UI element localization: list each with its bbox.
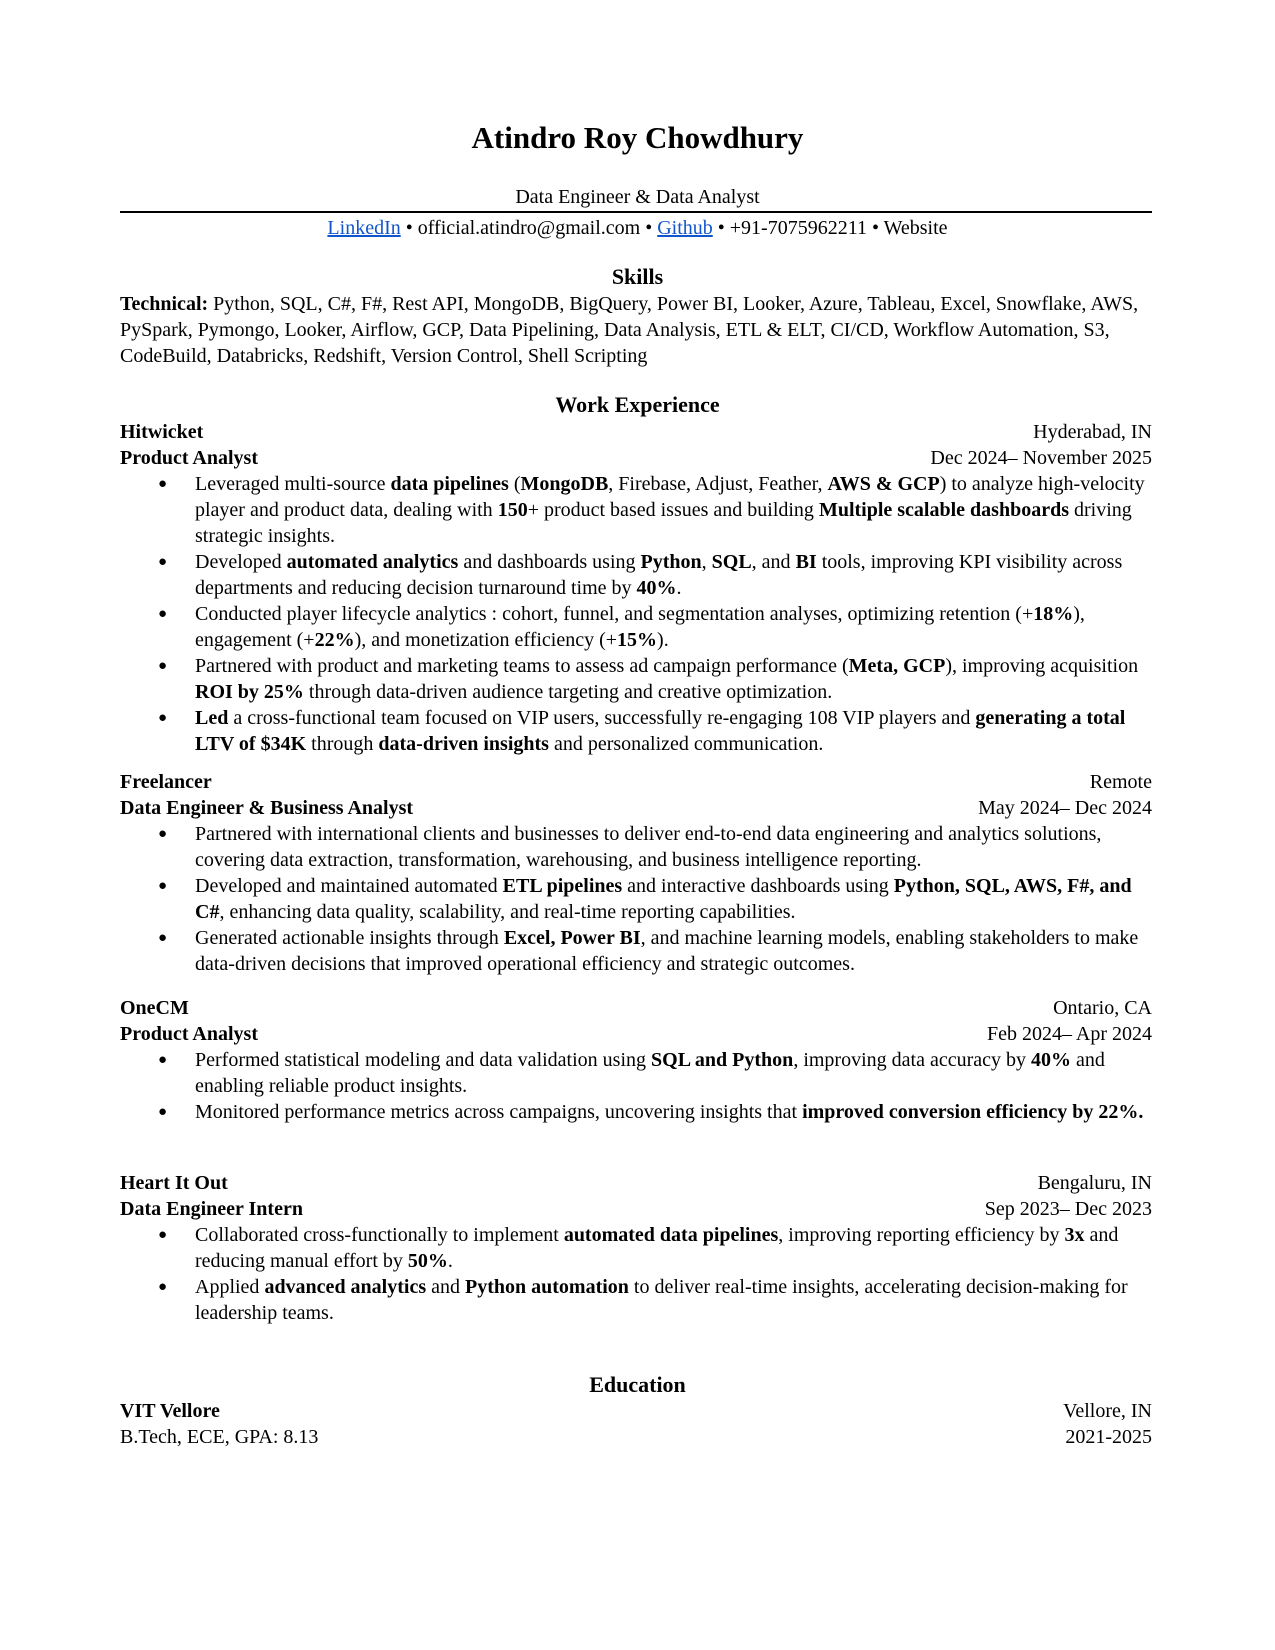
- job-onecm: [120, 995, 1152, 1125]
- bold-text: 18%: [1033, 603, 1074, 625]
- bullet-item: [120, 1099, 1152, 1125]
- bold-text: generating a total LTV of $34K: [195, 707, 1126, 755]
- bullet-text: ) to analyze high-velocity player and product data, dealing with: [195, 473, 1145, 521]
- bullet-text: ,: [701, 551, 712, 573]
- bold-text: 22%: [314, 629, 355, 651]
- bullet-text: and interactive dashboards using: [622, 875, 894, 897]
- bold-text: 150: [497, 499, 528, 521]
- bullet-item: [120, 925, 1152, 977]
- candidate-name: Atindro Roy Chowdhury: [471, 120, 804, 155]
- job-header-row: [120, 995, 1152, 1021]
- contact-separator: •: [400, 217, 418, 239]
- bold-text: advanced analytics: [264, 1276, 427, 1298]
- bullet-text: and dashboards using: [458, 551, 641, 573]
- job-dates: Dec 2024– November 2025: [930, 447, 1152, 469]
- bullet-text: Monitored performance metrics across campaigns, uncovering insights that: [195, 1101, 803, 1123]
- bullet-text: , improving reporting efficiency by: [778, 1224, 1065, 1246]
- bold-text: Python: [640, 551, 702, 573]
- bullet-text: a cross-functional team focused on VIP users, successfully re-engaging 108 VIP players and: [228, 707, 976, 729]
- contact-separator: •: [712, 217, 730, 239]
- bold-text: ETL pipelines: [502, 875, 623, 897]
- linkedin-link[interactable]: LinkedIn: [327, 217, 401, 239]
- company-name: Heart It Out: [120, 1172, 228, 1194]
- bullet-text: and personalized communication.: [548, 733, 824, 755]
- company-name: OneCM: [120, 997, 189, 1019]
- website-text: Website: [883, 217, 948, 239]
- bold-text: MongoDB: [520, 473, 609, 495]
- bullet-list: [120, 471, 1152, 757]
- job-role-row: [120, 1021, 1152, 1047]
- bullet-text: .: [447, 1250, 453, 1272]
- job-location: Hyderabad, IN: [1033, 421, 1152, 443]
- bullet-list: [120, 821, 1152, 977]
- bold-text: AWS & GCP: [827, 473, 940, 495]
- bullet-text: + product based issues and building: [527, 499, 819, 521]
- bullet-text: Collaborated cross-functionally to implement: [195, 1224, 564, 1246]
- bullet-text: Applied: [195, 1276, 265, 1298]
- bullet-text: Developed and maintained automated: [195, 875, 503, 897]
- bullet-text: , Firebase, Adjust, Feather,: [608, 473, 828, 495]
- bold-text: SQL and Python: [651, 1049, 794, 1071]
- job-role: Data Engineer & Business Analyst: [120, 797, 414, 819]
- education-years: 2021-2025: [1065, 1426, 1152, 1448]
- job-title: Data Engineer & Data Analyst: [515, 186, 760, 208]
- degree-text: B.Tech, ECE, GPA: 8.13: [120, 1426, 319, 1448]
- education-heading: Education: [589, 1372, 686, 1397]
- contact-line: [0, 215, 1275, 241]
- bullet-text: to deliver real-time insights, accelerating decision-making for leadership teams.: [195, 1276, 1128, 1324]
- bullet-item: [120, 471, 1152, 549]
- job-role-row: [120, 445, 1152, 471]
- bullet-text: , and: [751, 551, 796, 573]
- bullet-text: Leveraged multi-source: [195, 473, 391, 495]
- email-text: official.atindro@gmail.com: [417, 217, 641, 239]
- bullet-text: driving strategic insights.: [195, 499, 1132, 547]
- work-experience-heading: Work Experience: [555, 392, 720, 417]
- phone-text: +91-7075962211: [729, 217, 867, 239]
- bullet-text: , enhancing data quality, scalability, and real-time reporting capabilities.: [219, 901, 796, 923]
- bullet-item: [120, 1274, 1152, 1326]
- bullet-text: ), engagement (+: [195, 603, 1085, 651]
- job-header-row: [120, 769, 1152, 795]
- github-link[interactable]: Github: [657, 217, 713, 239]
- bullet-text: (: [508, 473, 521, 495]
- bullet-text: Partnered with international clients and businesses to deliver end-to-end data engineering and analytics solutions, covering data extraction, transformation, warehousing, and business intelligence reporting.: [195, 823, 1102, 871]
- job-dates: May 2024– Dec 2024: [978, 797, 1152, 819]
- bold-text: data-driven insights: [378, 733, 549, 755]
- job-hitwicket: [120, 419, 1152, 757]
- job-dates: Sep 2023– Dec 2023: [984, 1198, 1152, 1220]
- school-name: VIT Vellore: [120, 1400, 220, 1422]
- bullet-text: Partnered with product and marketing teams to assess ad campaign performance (: [195, 655, 849, 677]
- job-freelancer: [120, 769, 1152, 977]
- job-role: Data Engineer Intern: [120, 1198, 303, 1220]
- header-divider: [120, 211, 1152, 213]
- bold-text: Led: [195, 707, 229, 729]
- skills-list: Python, SQL, C#, F#, Rest API, MongoDB, BigQuery, Power BI, Looker, Azure, Tableau, Excel, Snowflake, AWS, PySpark, Pymongo, Looker, Airflow, GCP, Data Pipelining, Data Analysis, ETL & ELT, CI/CD, Workflow Automation, S3, CodeBuild, Databricks, Redshift, Version Control, Shell Scripting: [120, 293, 1139, 367]
- bold-text: ROI by 25%: [195, 681, 304, 703]
- contact-separator: •: [640, 217, 658, 239]
- bullet-text: tools, improving KPI visibility across departments and reducing decision turnaround time by: [195, 551, 1123, 599]
- bullet-item: [120, 601, 1152, 653]
- bullet-list: [120, 1047, 1152, 1125]
- bullet-item: [120, 705, 1152, 757]
- contact-separator: •: [866, 217, 884, 239]
- bullet-text: through: [306, 733, 379, 755]
- bullet-text: Performed statistical modeling and data validation using: [195, 1049, 652, 1071]
- job-location: Bengaluru, IN: [1037, 1172, 1152, 1194]
- bullet-text: through data-driven audience targeting and creative optimization.: [303, 681, 833, 703]
- job-heart-it-out: [120, 1170, 1152, 1326]
- bold-text: Python, SQL, AWS, F#, and C#: [195, 875, 1132, 923]
- bold-text: 40%: [636, 577, 677, 599]
- bold-text: Meta, GCP: [848, 655, 946, 677]
- skills-section: [120, 291, 1152, 369]
- bold-text: 40%: [1031, 1049, 1071, 1071]
- school-location: Vellore, IN: [1063, 1400, 1152, 1422]
- skills-heading: Skills: [611, 264, 664, 289]
- bold-text: improved conversion efficiency by 22%.: [802, 1101, 1144, 1123]
- bullet-text: and reducing manual effort by: [195, 1224, 1119, 1272]
- job-role-row: [120, 1196, 1152, 1222]
- bullet-text: Conducted player lifecycle analytics : cohort, funnel, and segmentation analyses, optimizing retention (+: [195, 603, 1034, 625]
- job-location: Ontario, CA: [1053, 997, 1152, 1019]
- bullet-text: .: [676, 577, 682, 599]
- bullet-text: ), improving acquisition: [945, 655, 1139, 677]
- bullet-item: [120, 821, 1152, 873]
- bullet-text: and enabling reliable product insights.: [195, 1049, 1105, 1097]
- bullet-item: [120, 1047, 1152, 1099]
- skills-label: Technical:: [120, 293, 209, 315]
- bullet-item: [120, 653, 1152, 705]
- job-role: Product Analyst: [120, 1023, 258, 1045]
- bold-text: automated data pipelines: [563, 1224, 779, 1246]
- education-section: [120, 1398, 1152, 1450]
- bold-text: 50%: [407, 1250, 448, 1272]
- bold-text: SQL: [711, 551, 752, 573]
- bold-text: Multiple scalable dashboards: [818, 499, 1069, 521]
- bullet-item: [120, 873, 1152, 925]
- bold-text: Excel, Power BI: [503, 927, 641, 949]
- bullet-item: [120, 1222, 1152, 1274]
- bold-text: automated analytics: [286, 551, 459, 573]
- bullet-text: ), and monetization efficiency (+: [354, 629, 618, 651]
- bold-text: data pipelines: [390, 473, 509, 495]
- job-location: Remote: [1089, 771, 1152, 793]
- bullet-text: , and machine learning models, enabling stakeholders to make data-driven decisions that improved operational efficiency and strategic outcomes.: [195, 927, 1139, 975]
- company-name: Hitwicket: [120, 421, 204, 443]
- bullet-text: and: [426, 1276, 466, 1298]
- bold-text: 3x: [1064, 1224, 1085, 1246]
- bold-text: BI: [795, 551, 817, 573]
- job-role-row: [120, 795, 1152, 821]
- job-header-row: [120, 1170, 1152, 1196]
- job-header-row: [120, 419, 1152, 445]
- bold-text: Python automation: [465, 1276, 629, 1298]
- bullet-item: [120, 549, 1152, 601]
- company-name: Freelancer: [120, 771, 212, 793]
- bullet-text: Developed: [195, 551, 287, 573]
- job-dates: Feb 2024– Apr 2024: [987, 1023, 1152, 1045]
- bold-text: 15%: [617, 629, 658, 651]
- bullet-text: , improving data accuracy by: [793, 1049, 1031, 1071]
- bullet-list: [120, 1222, 1152, 1326]
- bullet-text: ).: [657, 629, 669, 651]
- bullet-text: Generated actionable insights through: [195, 927, 504, 949]
- job-role: Product Analyst: [120, 447, 258, 469]
